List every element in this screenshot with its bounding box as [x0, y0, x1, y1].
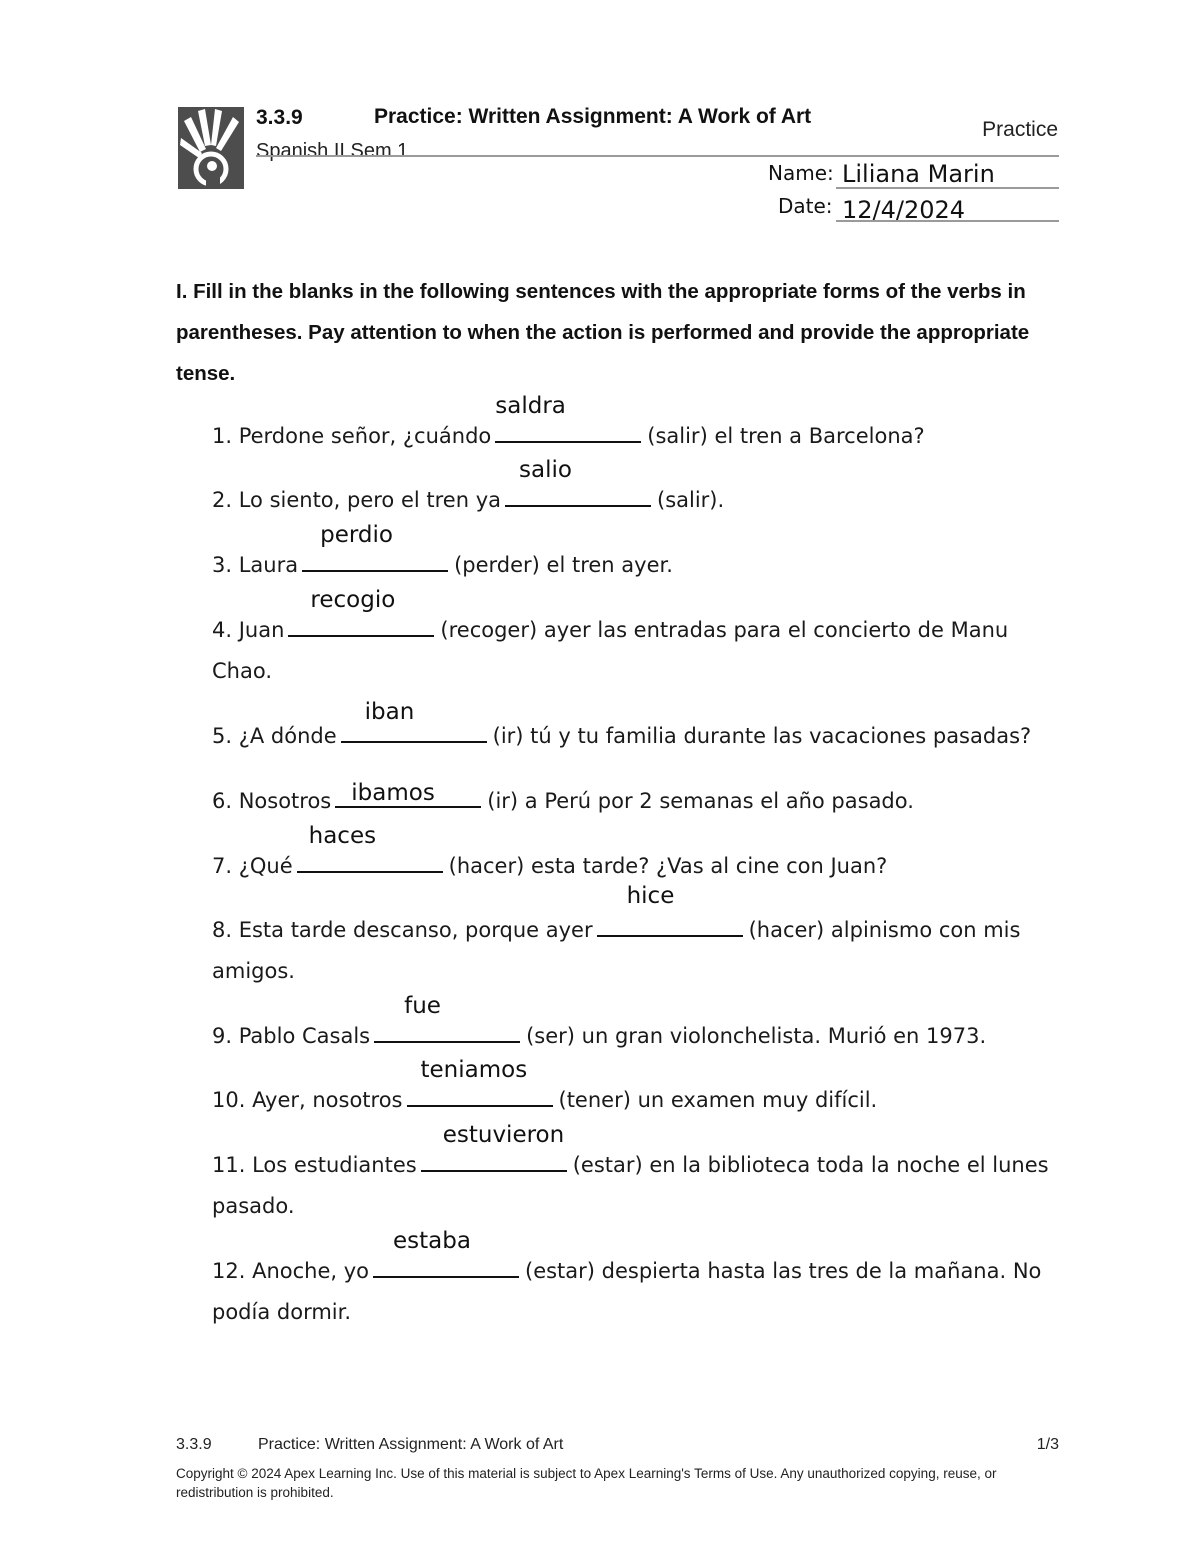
question-text: (recoger) ayer las entradas para el concierto de Manu Chao. [212, 618, 1009, 683]
question-text: (estar) en la biblioteca toda la noche el lunes pasado. [212, 1153, 1049, 1218]
answer-text[interactable]: ibamos [351, 780, 435, 806]
question-8 [212, 883, 1062, 992]
question-text: 9. Pablo Casals [212, 1024, 371, 1048]
answer-blank[interactable] [374, 993, 520, 1043]
question-text: (perder) el tren ayer. [454, 553, 673, 577]
answer-text[interactable]: perdio [320, 522, 393, 548]
footer-lesson-title: Practice: Written Assignment: A Work of Art [258, 1436, 564, 1453]
answer-blank[interactable] [335, 780, 481, 808]
question-12 [212, 1228, 1062, 1333]
name-label: Name: [768, 161, 834, 185]
lesson-title: Practice: Written Assignment: A Work of Art [374, 105, 812, 128]
footer-lesson-number: 3.3.9 [176, 1436, 212, 1453]
question-text: 6. Nosotros [212, 789, 332, 813]
name-field-rule [836, 187, 1059, 189]
date-field-rule [836, 220, 1059, 222]
answer-text[interactable]: iban [364, 699, 415, 725]
lesson-number: 3.3.9 [256, 106, 303, 129]
question-text: 8. Esta tarde descanso, porque ayer [212, 918, 593, 942]
answer-text[interactable]: estuvieron [442, 1122, 565, 1148]
question-text: (estar) despierta hasta las tres de la mañana. No podía dormir. [212, 1259, 1042, 1324]
answer-blank[interactable] [288, 587, 434, 637]
answer-blank[interactable] [302, 522, 448, 572]
answer-text[interactable]: salio [519, 457, 572, 483]
answer-blank[interactable] [505, 457, 651, 507]
answer-text[interactable]: saldra [495, 393, 566, 419]
question-text: 2. Lo siento, pero el tren ya [212, 488, 501, 512]
question-4 [212, 587, 1062, 692]
question-text: (tener) un examen muy difícil. [558, 1088, 878, 1112]
answer-blank[interactable] [407, 1057, 553, 1107]
answer-blank[interactable] [421, 1122, 567, 1172]
question-text: 7. ¿Qué [212, 854, 293, 878]
question-11 [212, 1122, 1062, 1227]
answer-text[interactable]: recogio [310, 587, 396, 613]
answer-text[interactable]: fue [404, 993, 441, 1019]
question-text: 11. Los estudiantes [212, 1153, 417, 1177]
question-text: 5. ¿A dónde [212, 724, 337, 748]
answer-text[interactable]: hice [626, 883, 675, 909]
question-9 [212, 993, 1062, 1057]
question-text: (salir) el tren a Barcelona? [647, 424, 925, 448]
answer-blank[interactable] [297, 823, 443, 873]
name-field[interactable]: Liliana Marin [842, 160, 995, 188]
question-text: 12. Anoche, yo [212, 1259, 369, 1283]
instructions: I. Fill in the blanks in the following sentences with the appropriate forms of the verbs in parentheses. Pay attention to when the action is performed and provide the appropriate tense. [176, 280, 1030, 385]
answer-text[interactable]: estaba [393, 1228, 471, 1254]
question-text: 1. Perdone señor, ¿cuándo [212, 424, 492, 448]
question-text: (ser) un gran violonchelista. Murió en 1973. [526, 1024, 987, 1048]
page-number: 1/3 [1036, 1436, 1059, 1453]
answer-blank[interactable] [341, 699, 487, 743]
answer-text[interactable]: teniamos [420, 1057, 528, 1083]
question-text: 3. Laura [212, 553, 299, 577]
course-name: Spanish II Sem 1 [256, 140, 409, 162]
question-text: 4. Juan [212, 618, 285, 642]
date-field[interactable]: 12/4/2024 [842, 196, 966, 224]
answer-blank[interactable] [373, 1228, 519, 1278]
question-text: (ir) tú y tu familia durante las vacaciones pasadas? [492, 724, 1032, 748]
copyright-notice: Copyright © 2024 Apex Learning Inc. Use of this material is subject to Apex Learning's Terms of Use. Any unauthorized copying, reuse, or redistribution is prohibited. [176, 1466, 997, 1500]
answer-blank[interactable] [495, 393, 641, 443]
question-text: (hacer) alpinismo con mis amigos. [212, 918, 1021, 983]
apex-logo-icon [178, 107, 244, 189]
practice-label: Practice [982, 118, 1058, 141]
question-text: (ir) a Perú por 2 semanas el año pasado. [487, 789, 914, 813]
question-text: (hacer) esta tarde? ¿Vas al cine con Juan? [448, 854, 888, 878]
header-rule [256, 155, 1059, 157]
date-label: Date: [778, 194, 833, 218]
answer-blank[interactable] [597, 883, 743, 937]
question-10 [212, 1057, 1062, 1121]
answer-text[interactable]: haces [308, 823, 377, 849]
question-text: 10. Ayer, nosotros [212, 1088, 403, 1112]
question-text: (salir). [657, 488, 725, 512]
question-5 [212, 699, 1062, 757]
